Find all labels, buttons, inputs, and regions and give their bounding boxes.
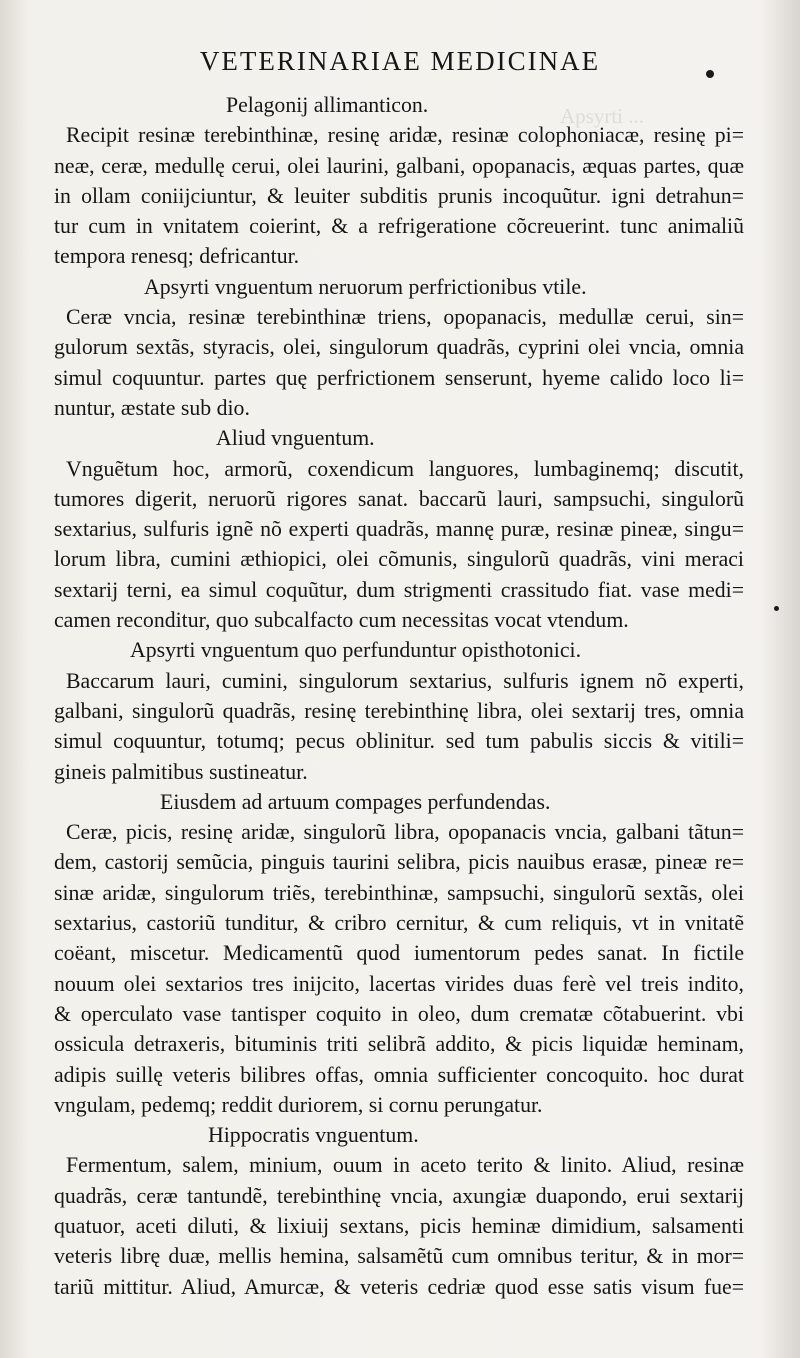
text-line: Recipit resinæ terebinthinæ, resinę aridæ, resinæ colophoniacæ, resinę pi= xyxy=(66,123,744,148)
text-line: Vnguẽtum hoc, armorũ, coxendicum languores, lumbaginemq; discutit, xyxy=(66,456,744,481)
text-line: tempora renesq; defricantur. xyxy=(54,244,300,269)
printer-mark-dot xyxy=(706,70,714,78)
text-line: quadrãs, ceræ tantundẽ, terebinthinę vncia, axungiæ duapondo, erui sextarij xyxy=(54,1183,744,1208)
text-line: sextarius, sulfuris ignẽ nõ experti quadrãs, mannę puræ, resinæ pineæ, singu= xyxy=(54,517,744,542)
text-line: tur cum in vnitatem coierint, & a refrigeratione cõcreuerint. tunc animaliũ xyxy=(54,214,744,239)
text-line: tumores digerit, neruorũ rigores sanat. baccarũ lauri, sampsuchi, singulorũ xyxy=(54,486,744,511)
text-line: veteris librę duæ, mellis hemina, salsamẽtũ cum omnibus teritur, & in mor= xyxy=(54,1244,744,1269)
running-head: VETERINARIAE MEDICINAE xyxy=(199,46,601,76)
section-heading: Hippocratis vnguentum. xyxy=(208,1123,419,1148)
body-text xyxy=(54,90,744,1302)
text-line: tariũ mittitur. Aliud, Amurcæ, & veteris cedriæ quod esse satis visum fue= xyxy=(54,1274,744,1299)
text-line: neæ, ceræ, medullę cerui, olei laurini, galbani, opopanacis, æquas partes, quæ xyxy=(54,153,744,178)
section-heading: Pelagonij allimanticon. xyxy=(226,93,429,117)
text-line: Baccarum lauri, cumini, singulorum sextarius, sulfuris ignem nõ experti, xyxy=(66,668,744,693)
section-heading: Apsyrti vnguentum quo perfunduntur opisthotonici. xyxy=(130,638,582,663)
text-line: simul coquuntur. partes quę perfrictionem senserunt, hyeme calido loco li= xyxy=(54,365,744,390)
text-line: gineis palmitibus sustineatur. xyxy=(54,759,308,784)
section-heading: Apsyrti vnguentum neruorum perfrictionibus vtile. xyxy=(144,274,587,299)
text-line: ossicula detraxeris, bituminis triti selibrã addito, & picis liquidæ heminam, xyxy=(54,1032,744,1057)
text-line: sinæ aridæ, singulorum triẽs, terebinthinæ, sampsuchi, singulorũ sextãs, olei xyxy=(54,880,744,905)
text-line: & operculato vase tantisper coquito in oleo, dum crematæ cõtabuerint. vbi xyxy=(54,1001,744,1026)
text-line: sextarij terni, ea simul coquũtur, dum strigmenti crassitudo fiat. vase medi= xyxy=(54,577,744,602)
text-line: quatuor, aceti diluti, & lixiuij sextans, picis heminæ dimidium, salsamenti xyxy=(54,1213,744,1238)
show-through-text: Apsyrti ... xyxy=(560,104,644,128)
text-line: Ceræ, picis, resinę aridæ, singulorũ libra, opopanacis vncia, galbani tãtun= xyxy=(66,820,744,845)
text-line: gulorum sextãs, styracis, olei, singulorum quadrãs, cyprini olei vncia, omnia xyxy=(54,335,744,360)
text-line: coëant, miscetur. Medicamentũ quod iumentorum pedes sanat. In fictile xyxy=(54,941,744,966)
text-line: Fermentum, salem, minium, ouum in aceto terito & linito. Aliud, resinæ xyxy=(66,1153,744,1178)
text-line: dem, castorij semũcia, pinguis taurini selibra, picis nauibus erasæ, pineæ re= xyxy=(54,850,744,875)
text-line: in ollam coniijciuntur, & leuiter subditis prunis incoquũtur. igni detrahun= xyxy=(54,183,744,208)
text-line: Ceræ vncia, resinæ terebinthinæ triens, opopanacis, medullæ cerui, sin= xyxy=(66,305,744,330)
text-line: galbani, singulorũ quadrãs, resinę terebinthinę libra, olei sextarij tres, omnia xyxy=(54,698,744,723)
text-line: sextarius, castoriũ tunditur, & cribro cernitur, & cum reliquis, vt in vnitatẽ xyxy=(54,911,744,936)
text-line: nuntur, æstate sub dio. xyxy=(54,395,250,420)
section-heading: Eiusdem ad artuum compages perfundendas. xyxy=(160,789,551,814)
section-heading: Aliud vnguentum. xyxy=(216,426,375,451)
margin-mark-dot xyxy=(774,606,779,611)
text-line: camen reconditur, quo subcalfacto cum necessitas vocat vtendum. xyxy=(54,608,629,633)
text-line: nouum olei sextarios tres inijcito, lacertas virides duas ferè vel treis indito, xyxy=(54,971,744,996)
text-line: vngulam, pedemq; reddit duriorem, si cornu perungatur. xyxy=(54,1092,543,1117)
text-line: lorum libra, cumini æthiopici, olei cõmunis, singulorũ quadrãs, vini meraci xyxy=(54,547,744,572)
text-line: simul coquuntur, totumq; pecus oblinitur. sed tum pabulis siccis & vitili= xyxy=(54,729,744,754)
text-line: adipis suillę veteris bilibres offas, omnia sufficienter concoquito. hoc durat xyxy=(54,1062,744,1087)
